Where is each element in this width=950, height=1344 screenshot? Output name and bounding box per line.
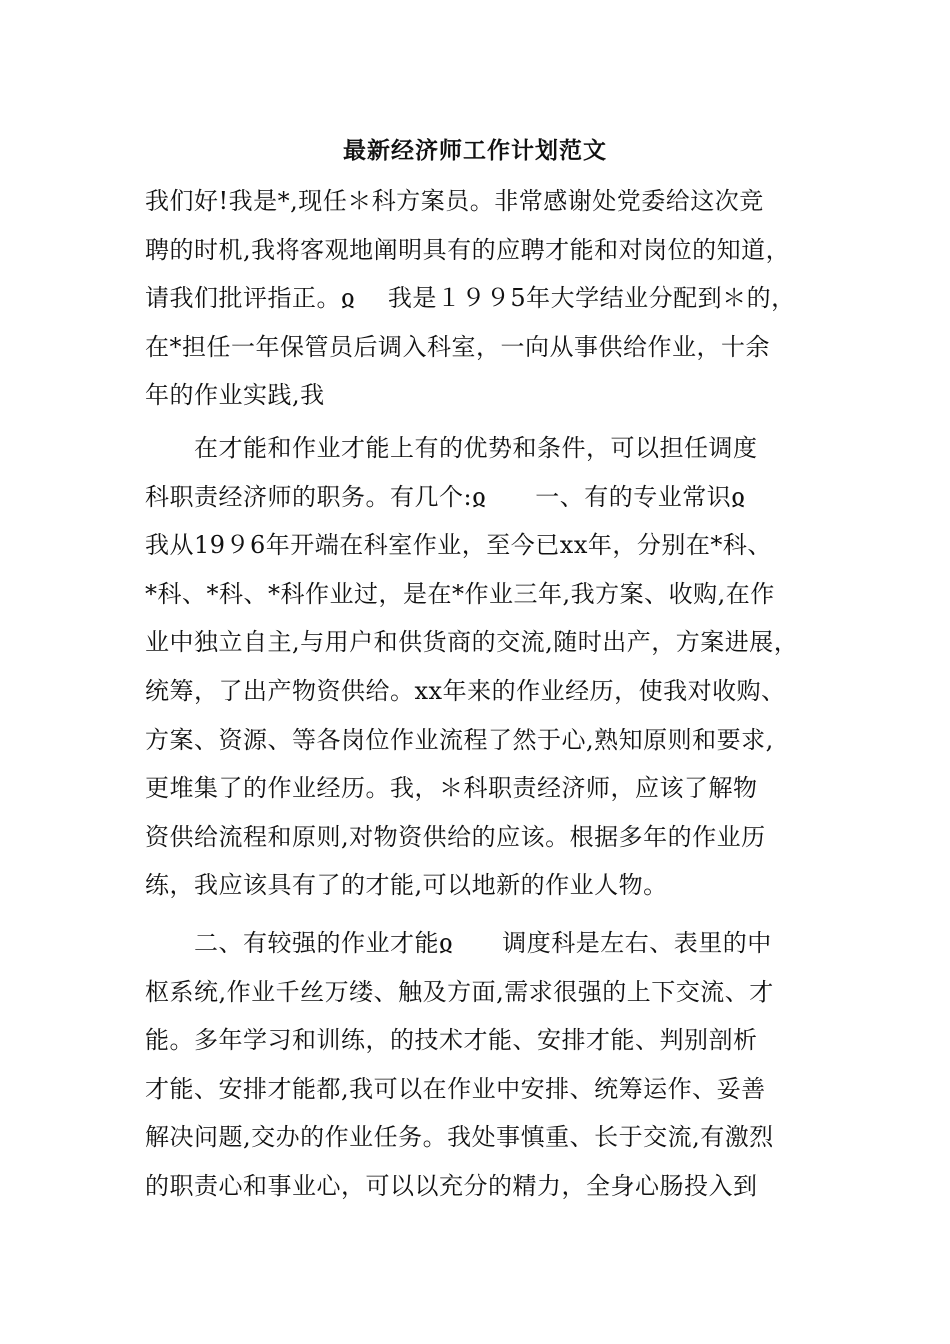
text-line: 解决问题,交办的作业任务。我处事慎重、长于交流,有激烈 bbox=[145, 1123, 774, 1152]
text-line: 的职责心和事业心，可以以充分的精力，全身心肠投入到 bbox=[145, 1171, 758, 1200]
text-line: 方案、资源、等各岗位作业流程了然于心,熟知原则和要求, bbox=[145, 725, 774, 754]
paragraph-abilities bbox=[145, 919, 835, 1211]
text-line: 我从19９6年开端在科室作业，至今已xx年，分别在*科、 bbox=[145, 531, 772, 560]
text-line: 年的作业实践,我 bbox=[145, 381, 325, 410]
text-line: 统筹，了出产物资供给。xx年来的作业经历，使我对收购、 bbox=[145, 676, 786, 705]
text-line: 练，我应该具有了的才能,可以地新的作业人物。 bbox=[145, 871, 668, 900]
document-title: 最新经济师工作计划范文 bbox=[343, 137, 607, 164]
paragraph-intro bbox=[145, 177, 835, 420]
text-line: 枢系统,作业千丝万缕、触及方面,需求很强的上下交流、才 bbox=[145, 977, 774, 1006]
paragraph-qualifications bbox=[145, 424, 835, 910]
text-line: 能。多年学习和训练，的技术才能、安排才能、判别剖析 bbox=[145, 1026, 758, 1055]
text-line: 我们好!我是*,现任＊科方案员。非常感谢处党委给这次竞 bbox=[145, 187, 764, 215]
text-line: *科、*科、*科作业过，是在*作业三年,我方案、收购,在作 bbox=[145, 579, 775, 608]
text-line: 科职责经济师的职务。有几个:ჲ 一、有的专业常识ჲ bbox=[145, 482, 746, 511]
text-line: 二、有较强的作业才能ჲ 调度科是左右、表里的中 bbox=[145, 929, 772, 957]
text-line: 请我们批评指正。ჲ 我是１９９5年大学结业分配到＊的， bbox=[145, 284, 796, 313]
text-line: 聘的时机,我将客观地阐明具有的应聘才能和对岗位的知道， bbox=[145, 235, 791, 264]
text-line: 资供给流程和原则,对物资供给的应该。根据多年的作业历 bbox=[145, 822, 766, 851]
text-line: 才能、安排才能都,我可以在作业中安排、统筹运作、妥善 bbox=[145, 1074, 766, 1103]
text-line: 在才能和作业才能上有的优势和条件，可以担任调度 bbox=[145, 434, 758, 462]
text-line: 在*担任一年保管员后调入科室，一向从事供给作业，十余 bbox=[145, 332, 770, 361]
text-line: 更堆集了的作业经历。我，＊科职责经济师，应该了解物 bbox=[145, 774, 758, 803]
text-line: 业中独立自主,与用户和供货商的交流,随时出产，方案进展， bbox=[145, 628, 799, 657]
